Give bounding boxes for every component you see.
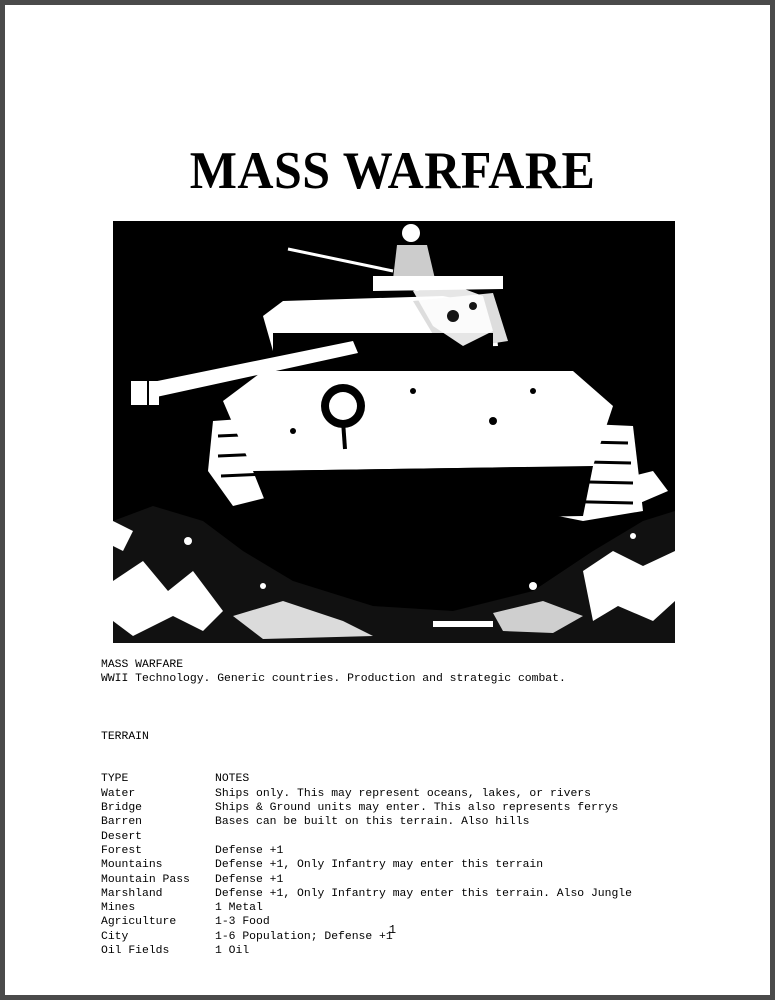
terrain-notes: Defense +1, Only Infantry may enter this terrain. Also Jungle [215, 887, 632, 900]
column-header-type: TYPE [101, 773, 129, 786]
terrain-notes: Bases can be built on this terrain. Also hills [215, 816, 530, 829]
table-row [101, 844, 632, 858]
terrain-type: Water [101, 787, 136, 800]
terrain-type: Barren [101, 816, 143, 829]
terrain-type: Oil Fields [101, 945, 170, 958]
terrain-notes: Defense +1, Only Infantry may enter this terrain [215, 859, 544, 872]
intro-block [101, 658, 566, 687]
terrain-type: Mines [101, 902, 136, 915]
terrain-type: Agriculture [101, 916, 177, 929]
table-row [101, 901, 632, 915]
terrain-notes: 1-3 Food [215, 916, 270, 929]
page-title: MASS WARFARE [189, 140, 596, 200]
terrain-type: Mountains [101, 859, 163, 872]
terrain-section [101, 701, 632, 987]
table-row [101, 801, 632, 815]
terrain-notes: Defense +1 [215, 844, 284, 857]
terrain-notes: Ships only. This may represent oceans, lakes, or rivers [215, 787, 591, 800]
tank-photo [113, 221, 675, 643]
table-row [101, 787, 632, 801]
intro-heading: MASS WARFARE [101, 659, 184, 671]
table-row [101, 873, 632, 887]
terrain-type: Forest [101, 844, 143, 857]
terrain-type: Desert [101, 830, 143, 843]
table-row [101, 815, 632, 829]
terrain-notes: Ships & Ground units may enter. This also represents ferrys [215, 802, 619, 815]
terrain-notes: Defense +1 [215, 873, 284, 886]
tank-illustration [113, 221, 675, 643]
intro-description: WWII Technology. Generic countries. Production and strategic combat. [101, 673, 566, 686]
terrain-type: Mountain Pass [101, 873, 190, 886]
table-row [101, 887, 632, 901]
page-number: 1 [388, 923, 397, 937]
column-header-notes: NOTES [215, 773, 250, 786]
terrain-notes [215, 830, 632, 844]
terrain-notes: 1-6 Population; Defense +1 [215, 930, 393, 943]
table-row [101, 858, 632, 872]
terrain-type: Marshland [101, 887, 163, 900]
table-row [101, 944, 632, 958]
terrain-heading: TERRAIN [101, 730, 149, 743]
terrain-type: City [101, 930, 129, 943]
table-row [101, 830, 632, 844]
terrain-type: Bridge [101, 802, 143, 815]
terrain-notes: 1 Oil [215, 945, 250, 958]
terrain-notes: 1 Metal [215, 902, 263, 915]
terrain-header-row [101, 772, 632, 786]
